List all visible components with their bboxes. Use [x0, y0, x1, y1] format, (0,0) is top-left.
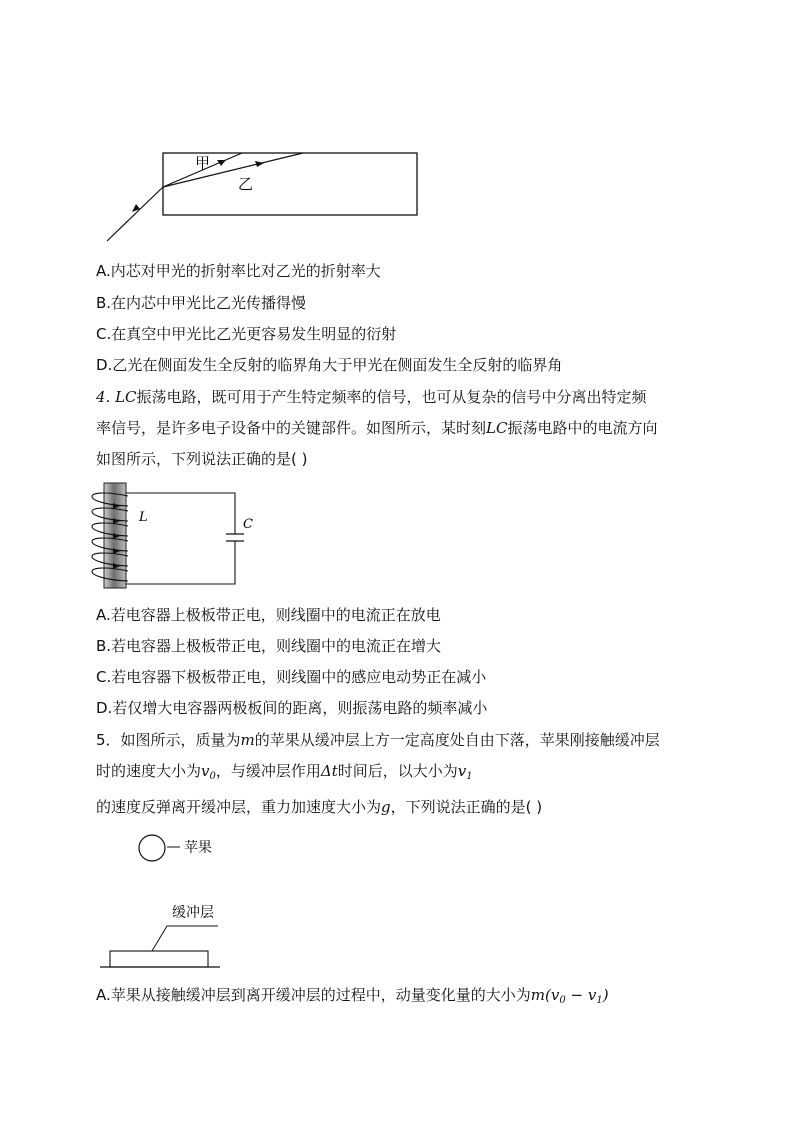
- q5-stem-text-3a: 的速度反弹离开缓冲层，重力加速度大小为: [96, 798, 382, 816]
- q4-option-d: D.若仅增大电容器两极板间的距离，则振荡电路的频率减小: [96, 699, 488, 717]
- q4-option-b: B.若电容器上极板带正电，则线圈中的电流正在增大: [96, 637, 442, 655]
- incident-ray: [107, 187, 163, 241]
- q4-stem-line-1: [96, 387, 647, 407]
- q5-option-a-text: A.苹果从接触缓冲层到离开缓冲层的过程中，动量变化量的大小为: [96, 986, 531, 1004]
- label-L: L: [139, 510, 148, 525]
- q3-option-b: B.在内芯中甲光比乙光传播得慢: [96, 294, 307, 312]
- buffer-leader-line: [152, 926, 218, 951]
- label-apple: 苹果: [184, 840, 212, 856]
- q4-option-c: C.若电容器下极板带正电，则线圈中的感应电动势正在减小: [96, 668, 487, 686]
- q5-stem-line-2: [96, 761, 473, 787]
- label-jia: 甲: [195, 154, 211, 172]
- q5-stem-text-3b: ，下列说法正确的是( ): [390, 798, 543, 816]
- q4-stem-line-2: [96, 418, 657, 438]
- buffer-layer: [110, 951, 208, 967]
- ray-yi-arrow: [255, 161, 264, 167]
- apple-buffer-figure: [0, 825, 794, 975]
- apple-circle: [139, 835, 165, 861]
- q4-stem-text-2b: 振荡电路中的电流方向: [507, 419, 658, 437]
- q5-stem-line-3: [96, 797, 542, 817]
- q5-stem-text-2a: 时的速度大小为: [96, 762, 202, 780]
- circuit-wire-bottom: [126, 541, 235, 584]
- q4-stem-line-3: 如图所示，下列说法正确的是( ): [96, 450, 308, 468]
- q5-option-a-formula: $m(v_0 - v_1)$: [530, 986, 609, 1006]
- q5-v1-symbol: $v_1$: [457, 762, 473, 782]
- fiber-figure: [0, 0, 794, 260]
- q5-stem-text-1a: 5．如图所示，质量为: [96, 731, 241, 749]
- q4-lc-symbol-2: LC: [486, 419, 508, 437]
- q4-option-a: A.若电容器上极板带正电，则线圈中的电流正在放电: [96, 606, 441, 624]
- q4-stem-text-2a: 率信号，是许多电子设备中的关键部件。如图所示，某时刻: [96, 419, 487, 437]
- label-yi: 乙: [238, 175, 254, 193]
- lc-circuit-figure: [0, 470, 794, 595]
- ray-yi: [163, 153, 303, 187]
- q5-stem-text-1b: 的苹果从缓冲层上方一定高度处自由下落，苹果刚接触缓冲层: [254, 731, 660, 749]
- label-buffer: 缓冲层: [172, 905, 214, 921]
- q5-stem-line-1: [96, 730, 660, 750]
- q3-option-d: D.乙光在侧面发生全反射的临界角大于甲光在侧面发生全反射的临界角: [96, 356, 563, 374]
- q5-v0-symbol: $v_0$: [201, 762, 216, 782]
- q3-option-c: C.在真空中甲光比乙光更容易发生明显的衍射: [96, 325, 397, 343]
- q4-number: 4.: [96, 388, 111, 406]
- q5-mass-symbol: m: [240, 731, 255, 749]
- q5-stem-text-2b: ，与缓冲层作用: [215, 762, 321, 780]
- q5-stem-text-2c: 时间后，以大小为: [337, 762, 458, 780]
- q5-g-symbol: g: [381, 798, 391, 816]
- label-C: C: [243, 517, 253, 532]
- q4-stem-text-1: 振荡电路，既可用于产生特定频率的信号，也可从复杂的信号中分离出特定频: [136, 388, 647, 406]
- q3-option-a: A.内芯对甲光的折射率比对乙光的折射率大: [96, 262, 381, 280]
- q4-lc-symbol: LC: [115, 388, 137, 406]
- q5-option-a: [96, 985, 609, 1011]
- q5-delta-t-symbol: Δt: [320, 762, 338, 780]
